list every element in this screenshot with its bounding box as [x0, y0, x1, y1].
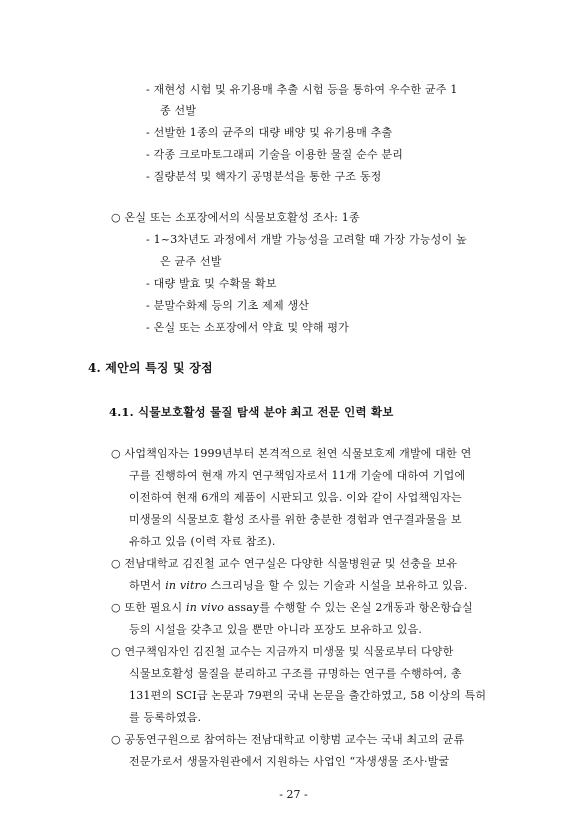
paragraph-line: ○ 사업책임자는 1999년부터 본격적으로 천연 식물보호제 개발에 대한 연: [111, 447, 472, 460]
bullet-line: 종 선발: [160, 104, 197, 117]
paragraph-line: [111, 601, 473, 615]
paragraph-line: ○ 연구책임자인 김진철 교수는 지금까지 미생물 및 식물로부터 다양한: [111, 645, 454, 658]
bullet-line: - 각종 크로마토그래피 기술을 이용한 물질 순수 분리: [146, 148, 404, 161]
paragraph-line: 이전하여 현재 6개의 제품이 시판되고 있음. 이와 같이 사업책임자는: [129, 491, 462, 504]
paragraph-line: 131편의 SCI급 논문과 79편의 국내 논문을 출간하였고, 58 이상의 특허: [129, 689, 487, 702]
paragraph-line: 전문가로서 생물자원관에서 지원하는 사업인 “자생생물 조사·발굴: [129, 755, 450, 768]
text-run: assay를 수행할 수 있는 온실 2개동과 항온항습실: [224, 601, 473, 614]
section-heading: 4. 제안의 특징 및 장점: [88, 361, 213, 375]
bullet-line: - 질량분석 및 핵자기 공명분석을 통한 구조 동정: [146, 170, 382, 183]
bullet-line: - 1~3차년도 과정에서 개발 가능성을 고려할 때 가장 가능성이 높: [146, 233, 467, 246]
paragraph-line: ○ 공동연구원으로 참여하는 전남대학교 이향범 교수는 국내 최고의 균류: [111, 733, 465, 746]
paragraph-line: 미생물의 식물보호 활성 조사를 위한 충분한 경험과 연구결과물을 보: [129, 513, 462, 526]
bullet-line: - 분말수화제 등의 기초 제제 생산: [146, 299, 310, 312]
paragraph-line: ○ 전남대학교 김진철 교수 연구실은 다양한 식물병원균 및 선충을 보유: [111, 557, 458, 570]
paragraph-line: 등의 시설을 갖추고 있을 뿐만 아니라 포장도 보유하고 있음.: [129, 623, 423, 636]
page-number: - 27 -: [279, 788, 308, 801]
text-run: 스크리닝을 할 수 있는 기술과 시설을 보유하고 있음.: [206, 579, 468, 592]
text-run: ○ 또한 필요시: [111, 601, 187, 614]
paragraph-line: 유하고 있음 (이력 자료 참조).: [129, 535, 276, 548]
bullet-line: 은 균주 선발: [160, 255, 222, 268]
text-run: 하면서: [129, 579, 166, 592]
bullet-line: - 온실 또는 소포장에서 약효 및 약해 평가: [146, 321, 350, 334]
bullet-line: - 재현성 시험 및 유기용매 추출 시험 등을 통하여 우수한 균주 1: [146, 83, 458, 96]
item-title: ○ 온실 또는 소포장에서의 식물보호활성 조사: 1종: [111, 211, 360, 224]
paragraph-line: 구를 진행하여 현재 까지 연구책임자로서 11개 기술에 대하여 기업에: [129, 469, 466, 482]
bullet-line: - 대량 발효 및 수확물 확보: [146, 277, 277, 290]
paragraph-line: 를 등록하였음.: [129, 711, 202, 724]
paragraph-line: 식물보호활성 물질을 분리하고 구조를 규명하는 연구를 수행하여, 총: [129, 667, 462, 680]
paragraph-line: [129, 579, 468, 593]
bullet-line: - 선발한 1종의 균주의 대량 배양 및 유기용매 추출: [146, 126, 393, 139]
italic-term: in vitro: [165, 579, 207, 592]
italic-term: in vivo: [186, 601, 225, 614]
subsection-heading: 4.1. 식물보호활성 물질 탐색 분야 최고 전문 인력 확보: [109, 405, 394, 419]
